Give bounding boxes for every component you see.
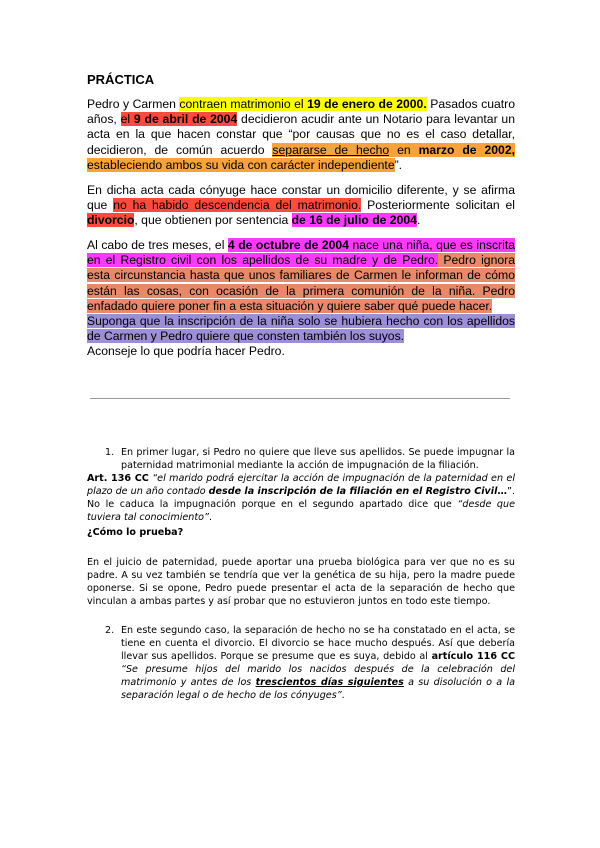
quote: “el marido podrá ejercitar la acción de impugnación de la paternidad en el plazo de un año contado <box>87 473 515 497</box>
paragraph-3 <box>87 238 515 360</box>
text: . <box>341 690 345 701</box>
text: decidieron acudir ante un Notario para levantar un acta en la que hacen constar que “por causas que no es el caso detallar, decidieron, de común acuerdo <box>87 112 515 157</box>
answer-proof-text: En el juicio de paternidad, puede aportar una prueba biológica para ver que no es su padre. A su vez también se tendría que ver la genética de su hija, pero la madre puede oponerse. Si se opone, Pedro puede presentar el acta de la separación de hecho que vinculan a ambas partes y así probar que no estuvieron juntos en todo este tiempo. <box>87 557 515 607</box>
quote-bold: desde la inscripción de la filiación en el Registro Civil <box>208 486 498 497</box>
page-title: PRÁCTICA <box>87 72 155 87</box>
answer-1 <box>87 446 515 472</box>
highlight-magenta: nace una niña, que es inscrita en el Registro civil con los apellidos de su madre y de Pedro. <box>87 238 515 268</box>
highlight-yellow-bold: 19 de enero de 2000. <box>307 97 427 111</box>
section-divider <box>90 398 510 399</box>
highlight-magenta-bold: de 16 de julio de 2004 <box>291 213 417 228</box>
quote: a su disolución o a la separación legal o de hecho de los cónyuges” <box>121 677 515 701</box>
text: En este segundo caso, la separación de hecho no se ha constatado en el acta, se tiene en cuenta el divorcio. El divorcio se hace mucho después. Así que debería llevar sus apellidos. Porque se presume que es suya, debido al <box>121 625 515 662</box>
text: En dicha acta cada cónyuge hace constar un domicilio diferente, y se afirma que <box>87 183 515 213</box>
paragraph-2 <box>87 183 515 229</box>
text: . <box>416 213 421 228</box>
highlight-yellow: contraen matrimonio el <box>179 97 308 111</box>
highlight-red: el <box>120 112 134 127</box>
highlight-red-bold: 9 de abril de 2004 <box>133 112 238 127</box>
section-heading: ¿Cómo lo prueba? <box>87 527 184 538</box>
quote-bold-underline: trescientos días siguientes <box>255 677 404 688</box>
text: Posteriormente solicitan el <box>361 198 515 213</box>
text: Aconseje lo que podría hacer Pedro. <box>87 344 285 359</box>
ellipsis: … <box>497 486 507 497</box>
highlight-purple: Suponga que la inscripción de la niña solo se hubiera hecho con los apellidos de Carmen y Pedro quiere que consten también los suyos. <box>87 314 515 344</box>
answer-2-text <box>87 624 515 702</box>
highlight-orange: en <box>389 142 419 157</box>
text: Pedro y Carmen <box>87 97 180 111</box>
highlight-orange: estableciendo ambos su vida con carácter independiente <box>87 157 395 172</box>
quote: “Se presume hijos del marido los nacidos después de la celebración del matrimonio y antes de los <box>121 664 515 688</box>
answer-1-text: En primer lugar, si Pedro no quiere que lleve sus apellidos. Se puede impugnar la paternidad matrimonial mediante la acción de impugnación de la filiación. <box>121 447 515 471</box>
highlight-magenta-bold: 4 de octubre de 2004 <box>227 238 349 252</box>
highlight-red-bold: divorcio <box>87 213 135 228</box>
answer-2 <box>87 624 515 702</box>
text: ”. <box>394 157 403 172</box>
highlight-orange-bold: marzo de 2002, <box>418 142 515 157</box>
article-ref: artículo 116 CC <box>431 651 515 662</box>
answer-1-article <box>87 472 515 524</box>
highlight-orange-underline: separarse de hecho <box>272 142 390 157</box>
paragraph-1 <box>87 97 515 173</box>
text: Pasados cuatro años, <box>87 97 515 127</box>
text: . <box>208 512 213 523</box>
text: , que obtienen por sentencia <box>134 213 292 228</box>
text: ”. No le caduca la impugnación porque en el segundo apartado dice que <box>87 486 515 510</box>
list-number: 2. <box>105 625 115 636</box>
list-number: 1. <box>105 447 115 458</box>
article-ref: Art. 136 CC <box>87 473 149 484</box>
quote: “desde que tuviera tal conocimiento” <box>87 499 515 523</box>
highlight-salmon: Pedro ignora esta circunstancia hasta que unos familiares de Carmen le informan de cómo están las cosas, con ocasión de la primera comunión de la niña. Pedro enfadado quiere poner fin a esta situación y quiere saber qué puede hacer. <box>87 253 515 313</box>
highlight-red: no ha habido descendencia del matrimonio. <box>113 198 362 213</box>
text: Al cabo de tres meses, el <box>87 238 228 252</box>
